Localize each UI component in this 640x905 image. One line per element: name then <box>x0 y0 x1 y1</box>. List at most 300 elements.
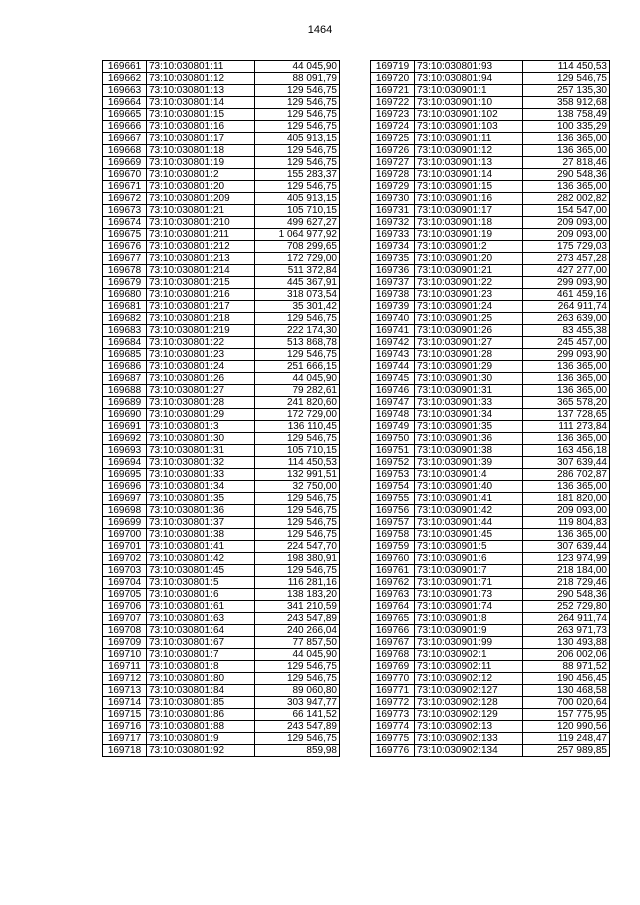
table-row <box>103 97 340 109</box>
cadastral-number-cell: 73:10:030801:5 <box>147 577 255 589</box>
cadastral-number-cell: 73:10:030901:13 <box>415 157 523 169</box>
value-cell: 299 093,90 <box>523 277 610 289</box>
row-id-cell: 169663 <box>103 85 147 97</box>
table-row <box>371 529 610 541</box>
table-row <box>371 337 610 349</box>
row-id-cell: 169741 <box>371 325 415 337</box>
row-id-cell: 169732 <box>371 217 415 229</box>
row-id-cell: 169725 <box>371 133 415 145</box>
value-cell: 129 546,75 <box>255 109 340 121</box>
value-cell: 44 045,90 <box>255 649 340 661</box>
table-row <box>371 613 610 625</box>
table-row <box>371 241 610 253</box>
value-cell: 157 775,95 <box>523 709 610 721</box>
table-row <box>103 697 340 709</box>
cadastral-number-cell: 73:10:030801:31 <box>147 445 255 457</box>
cadastral-number-cell: 73:10:030801:216 <box>147 289 255 301</box>
table-row <box>103 541 340 553</box>
table-row <box>103 421 340 433</box>
value-cell: 365 578,20 <box>523 397 610 409</box>
value-cell: 341 210,59 <box>255 601 340 613</box>
value-cell: 257 989,85 <box>523 745 610 757</box>
cadastral-number-cell: 73:10:030801:2 <box>147 169 255 181</box>
row-id-cell: 169669 <box>103 157 147 169</box>
row-id-cell: 169753 <box>371 469 415 481</box>
cadastral-number-cell: 73:10:030801:33 <box>147 469 255 481</box>
table-row <box>103 601 340 613</box>
row-id-cell: 169700 <box>103 529 147 541</box>
cadastral-number-cell: 73:10:030801:92 <box>147 745 255 757</box>
cadastral-number-cell: 73:10:030801:41 <box>147 541 255 553</box>
value-cell: 136 365,00 <box>523 481 610 493</box>
table-row <box>103 145 340 157</box>
row-id-cell: 169769 <box>371 661 415 673</box>
cadastral-number-cell: 73:10:030901:2 <box>415 241 523 253</box>
value-cell: 129 546,75 <box>255 85 340 97</box>
value-cell: 859,98 <box>255 745 340 757</box>
cadastral-number-cell: 73:10:030901:40 <box>415 481 523 493</box>
cadastral-number-cell: 73:10:030901:23 <box>415 289 523 301</box>
cadastral-number-cell: 73:10:030901:99 <box>415 637 523 649</box>
table-row <box>103 337 340 349</box>
row-id-cell: 169768 <box>371 649 415 661</box>
cadastral-number-cell: 73:10:030901:103 <box>415 121 523 133</box>
cadastral-number-cell: 73:10:030801:28 <box>147 397 255 409</box>
value-cell: 209 093,00 <box>523 217 610 229</box>
cadastral-number-cell: 73:10:030901:25 <box>415 313 523 325</box>
cadastral-number-cell: 73:10:030801:34 <box>147 481 255 493</box>
table-row <box>103 109 340 121</box>
row-id-cell: 169718 <box>103 745 147 757</box>
cadastral-number-cell: 73:10:030801:217 <box>147 301 255 313</box>
value-cell: 111 273,84 <box>523 421 610 433</box>
value-cell: 35 301,42 <box>255 301 340 313</box>
table-row <box>103 181 340 193</box>
cadastral-number-cell: 73:10:030801:42 <box>147 553 255 565</box>
value-cell: 129 546,75 <box>255 517 340 529</box>
table-row <box>371 649 610 661</box>
value-cell: 209 093,00 <box>523 505 610 517</box>
table-row <box>371 601 610 613</box>
table-row <box>371 73 610 85</box>
cadastral-number-cell: 73:10:030801:21 <box>147 205 255 217</box>
table-row <box>103 589 340 601</box>
row-id-cell: 169666 <box>103 121 147 133</box>
row-id-cell: 169706 <box>103 601 147 613</box>
table-row <box>371 469 610 481</box>
value-cell: 136 110,45 <box>255 421 340 433</box>
cadastral-number-cell: 73:10:030801:67 <box>147 637 255 649</box>
row-id-cell: 169750 <box>371 433 415 445</box>
table-row <box>103 205 340 217</box>
row-id-cell: 169766 <box>371 625 415 637</box>
table-row <box>371 661 610 673</box>
row-id-cell: 169773 <box>371 709 415 721</box>
row-id-cell: 169728 <box>371 169 415 181</box>
row-id-cell: 169672 <box>103 193 147 205</box>
table-row <box>371 709 610 721</box>
table-row <box>371 745 610 757</box>
table-row <box>103 385 340 397</box>
table-row <box>103 289 340 301</box>
value-cell: 190 456,45 <box>523 673 610 685</box>
table-row <box>103 193 340 205</box>
value-cell: 307 639,44 <box>523 457 610 469</box>
row-id-cell: 169696 <box>103 481 147 493</box>
cadastral-number-cell: 73:10:030801:9 <box>147 733 255 745</box>
table-row <box>371 445 610 457</box>
table-row <box>103 613 340 625</box>
row-id-cell: 169776 <box>371 745 415 757</box>
value-cell: 136 365,00 <box>523 373 610 385</box>
row-id-cell: 169688 <box>103 385 147 397</box>
row-id-cell: 169759 <box>371 541 415 553</box>
value-cell: 263 639,00 <box>523 313 610 325</box>
cadastral-number-cell: 73:10:030801:12 <box>147 73 255 85</box>
value-cell: 257 135,30 <box>523 85 610 97</box>
table-row <box>371 517 610 529</box>
row-id-cell: 169745 <box>371 373 415 385</box>
value-cell: 129 546,75 <box>255 157 340 169</box>
table-row <box>371 433 610 445</box>
table-row <box>371 493 610 505</box>
table-row <box>371 361 610 373</box>
value-cell: 445 367,91 <box>255 277 340 289</box>
row-id-cell: 169730 <box>371 193 415 205</box>
row-id-cell: 169743 <box>371 349 415 361</box>
row-id-cell: 169755 <box>371 493 415 505</box>
cadastral-number-cell: 73:10:030801:212 <box>147 241 255 253</box>
value-cell: 120 990,56 <box>523 721 610 733</box>
cadastral-number-cell: 73:10:030801:20 <box>147 181 255 193</box>
table-row <box>103 445 340 457</box>
row-id-cell: 169661 <box>103 61 147 73</box>
cadastral-number-cell: 73:10:030901:44 <box>415 517 523 529</box>
table-row <box>103 745 340 757</box>
row-id-cell: 169749 <box>371 421 415 433</box>
row-id-cell: 169667 <box>103 133 147 145</box>
row-id-cell: 169678 <box>103 265 147 277</box>
row-id-cell: 169715 <box>103 709 147 721</box>
cadastral-number-cell: 73:10:030901:30 <box>415 373 523 385</box>
table-row <box>103 469 340 481</box>
row-id-cell: 169673 <box>103 205 147 217</box>
table-row <box>371 289 610 301</box>
table-row <box>371 697 610 709</box>
cadastral-number-cell: 73:10:030901:6 <box>415 553 523 565</box>
value-cell: 206 002,06 <box>523 649 610 661</box>
value-cell: 513 868,78 <box>255 337 340 349</box>
table-row <box>371 217 610 229</box>
table-row <box>371 637 610 649</box>
table-row <box>371 109 610 121</box>
cadastral-number-cell: 73:10:030901:12 <box>415 145 523 157</box>
table-row <box>103 217 340 229</box>
table-row <box>103 649 340 661</box>
cadastral-number-cell: 73:10:030901:42 <box>415 505 523 517</box>
table-row <box>103 313 340 325</box>
cadastral-number-cell: 73:10:030902:13 <box>415 721 523 733</box>
value-cell: 240 266,04 <box>255 625 340 637</box>
cadastral-number-cell: 73:10:030801:7 <box>147 649 255 661</box>
table-row <box>371 169 610 181</box>
cadastral-number-cell: 73:10:030901:38 <box>415 445 523 457</box>
row-id-cell: 169775 <box>371 733 415 745</box>
table-row <box>371 481 610 493</box>
value-cell: 290 548,36 <box>523 169 610 181</box>
row-id-cell: 169670 <box>103 169 147 181</box>
row-id-cell: 169751 <box>371 445 415 457</box>
value-cell: 241 820,60 <box>255 397 340 409</box>
value-cell: 318 073,54 <box>255 289 340 301</box>
table-row <box>103 517 340 529</box>
row-id-cell: 169698 <box>103 505 147 517</box>
value-cell: 222 174,30 <box>255 325 340 337</box>
value-cell: 137 728,65 <box>523 409 610 421</box>
value-cell: 89 060,80 <box>255 685 340 697</box>
value-cell: 461 459,16 <box>523 289 610 301</box>
cadastral-number-cell: 73:10:030901:8 <box>415 613 523 625</box>
table-row <box>371 385 610 397</box>
table-row <box>103 673 340 685</box>
row-id-cell: 169764 <box>371 601 415 613</box>
value-cell: 130 468,58 <box>523 685 610 697</box>
value-cell: 243 547,89 <box>255 721 340 733</box>
cadastral-number-cell: 73:10:030801:11 <box>147 61 255 73</box>
table-row <box>103 433 340 445</box>
row-id-cell: 169770 <box>371 673 415 685</box>
table-row <box>103 61 340 73</box>
cadastral-number-cell: 73:10:030901:41 <box>415 493 523 505</box>
cadastral-number-cell: 73:10:030901:17 <box>415 205 523 217</box>
value-cell: 245 457,00 <box>523 337 610 349</box>
row-id-cell: 169758 <box>371 529 415 541</box>
value-cell: 290 548,36 <box>523 589 610 601</box>
value-cell: 136 365,00 <box>523 361 610 373</box>
cadastral-number-cell: 73:10:030901:28 <box>415 349 523 361</box>
registry-table-right <box>370 60 610 757</box>
row-id-cell: 169717 <box>103 733 147 745</box>
value-cell: 44 045,90 <box>255 373 340 385</box>
row-id-cell: 169712 <box>103 673 147 685</box>
cadastral-number-cell: 73:10:030801:30 <box>147 433 255 445</box>
cadastral-number-cell: 73:10:030801:63 <box>147 613 255 625</box>
cadastral-number-cell: 73:10:030801:214 <box>147 265 255 277</box>
cadastral-number-cell: 73:10:030801:211 <box>147 229 255 241</box>
table-row <box>103 565 340 577</box>
table-row <box>103 133 340 145</box>
row-id-cell: 169685 <box>103 349 147 361</box>
row-id-cell: 169736 <box>371 265 415 277</box>
row-id-cell: 169694 <box>103 457 147 469</box>
row-id-cell: 169746 <box>371 385 415 397</box>
row-id-cell: 169713 <box>103 685 147 697</box>
row-id-cell: 169675 <box>103 229 147 241</box>
value-cell: 499 627,27 <box>255 217 340 229</box>
cadastral-number-cell: 73:10:030901:9 <box>415 625 523 637</box>
registry-table-left <box>102 60 340 757</box>
table-row <box>371 349 610 361</box>
cadastral-number-cell: 73:10:030901:29 <box>415 361 523 373</box>
cadastral-number-cell: 73:10:030901:71 <box>415 577 523 589</box>
table-row <box>103 457 340 469</box>
row-id-cell: 169735 <box>371 253 415 265</box>
value-cell: 307 639,44 <box>523 541 610 553</box>
table-row <box>103 373 340 385</box>
value-cell: 209 093,00 <box>523 229 610 241</box>
row-id-cell: 169716 <box>103 721 147 733</box>
cadastral-number-cell: 73:10:030801:6 <box>147 589 255 601</box>
cadastral-number-cell: 73:10:030901:19 <box>415 229 523 241</box>
row-id-cell: 169662 <box>103 73 147 85</box>
value-cell: 129 546,75 <box>255 121 340 133</box>
cadastral-number-cell: 73:10:030801:23 <box>147 349 255 361</box>
value-cell: 136 365,00 <box>523 385 610 397</box>
table-row <box>371 277 610 289</box>
cadastral-number-cell: 73:10:030801:35 <box>147 493 255 505</box>
cadastral-number-cell: 73:10:030902:134 <box>415 745 523 757</box>
cadastral-number-cell: 73:10:030901:31 <box>415 385 523 397</box>
table-row <box>371 133 610 145</box>
table-row <box>371 505 610 517</box>
value-cell: 88 091,79 <box>255 73 340 85</box>
table-row <box>371 577 610 589</box>
table-row <box>371 457 610 469</box>
row-id-cell: 169771 <box>371 685 415 697</box>
value-cell: 138 183,20 <box>255 589 340 601</box>
table-row <box>371 541 610 553</box>
cadastral-number-cell: 73:10:030901:10 <box>415 97 523 109</box>
cadastral-number-cell: 73:10:030801:45 <box>147 565 255 577</box>
value-cell: 129 546,75 <box>255 349 340 361</box>
value-cell: 263 971,73 <box>523 625 610 637</box>
row-id-cell: 169664 <box>103 97 147 109</box>
cadastral-number-cell: 73:10:030801:15 <box>147 109 255 121</box>
row-id-cell: 169687 <box>103 373 147 385</box>
row-id-cell: 169742 <box>371 337 415 349</box>
cadastral-number-cell: 73:10:030901:4 <box>415 469 523 481</box>
value-cell: 172 729,00 <box>255 253 340 265</box>
value-cell: 136 365,00 <box>523 145 610 157</box>
row-id-cell: 169722 <box>371 97 415 109</box>
value-cell: 198 380,91 <box>255 553 340 565</box>
value-cell: 129 546,75 <box>255 181 340 193</box>
row-id-cell: 169683 <box>103 325 147 337</box>
cadastral-number-cell: 73:10:030801:84 <box>147 685 255 697</box>
row-id-cell: 169680 <box>103 289 147 301</box>
table-row <box>103 637 340 649</box>
value-cell: 181 820,00 <box>523 493 610 505</box>
cadastral-number-cell: 73:10:030801:22 <box>147 337 255 349</box>
cadastral-number-cell: 73:10:030901:20 <box>415 253 523 265</box>
row-id-cell: 169738 <box>371 289 415 301</box>
row-id-cell: 169719 <box>371 61 415 73</box>
value-cell: 427 277,00 <box>523 265 610 277</box>
cadastral-number-cell: 73:10:030801:29 <box>147 409 255 421</box>
table-row <box>103 361 340 373</box>
table-row <box>371 565 610 577</box>
cadastral-number-cell: 73:10:030902:133 <box>415 733 523 745</box>
cadastral-number-cell: 73:10:030901:15 <box>415 181 523 193</box>
value-cell: 273 457,28 <box>523 253 610 265</box>
value-cell: 130 493,88 <box>523 637 610 649</box>
table-row <box>103 709 340 721</box>
cadastral-number-cell: 73:10:030801:61 <box>147 601 255 613</box>
cadastral-number-cell: 73:10:030801:213 <box>147 253 255 265</box>
cadastral-number-cell: 73:10:030801:86 <box>147 709 255 721</box>
cadastral-number-cell: 73:10:030901:7 <box>415 565 523 577</box>
table-row <box>371 553 610 565</box>
value-cell: 129 546,75 <box>255 661 340 673</box>
table-row <box>371 229 610 241</box>
table-row <box>371 421 610 433</box>
value-cell: 218 184,00 <box>523 565 610 577</box>
cadastral-number-cell: 73:10:030902:1 <box>415 649 523 661</box>
cadastral-number-cell: 73:10:030902:127 <box>415 685 523 697</box>
cadastral-number-cell: 73:10:030801:94 <box>415 73 523 85</box>
row-id-cell: 169677 <box>103 253 147 265</box>
row-id-cell: 169724 <box>371 121 415 133</box>
row-id-cell: 169711 <box>103 661 147 673</box>
cadastral-number-cell: 73:10:030901:14 <box>415 169 523 181</box>
value-cell: 224 547,70 <box>255 541 340 553</box>
table-row <box>371 121 610 133</box>
value-cell: 129 546,75 <box>255 145 340 157</box>
row-id-cell: 169727 <box>371 157 415 169</box>
cadastral-number-cell: 73:10:030901:21 <box>415 265 523 277</box>
value-cell: 129 546,75 <box>255 529 340 541</box>
value-cell: 83 455,38 <box>523 325 610 337</box>
value-cell: 129 546,75 <box>255 493 340 505</box>
cadastral-number-cell: 73:10:030801:64 <box>147 625 255 637</box>
table-row <box>103 397 340 409</box>
cadastral-number-cell: 73:10:030801:18 <box>147 145 255 157</box>
row-id-cell: 169763 <box>371 589 415 601</box>
row-id-cell: 169681 <box>103 301 147 313</box>
row-id-cell: 169676 <box>103 241 147 253</box>
table-row <box>371 373 610 385</box>
value-cell: 105 710,15 <box>255 205 340 217</box>
value-cell: 511 372,84 <box>255 265 340 277</box>
value-cell: 303 947,77 <box>255 697 340 709</box>
table-row <box>371 145 610 157</box>
value-cell: 136 365,00 <box>523 433 610 445</box>
value-cell: 132 991,51 <box>255 469 340 481</box>
row-id-cell: 169671 <box>103 181 147 193</box>
table-row <box>371 313 610 325</box>
row-id-cell: 169767 <box>371 637 415 649</box>
row-id-cell: 169691 <box>103 421 147 433</box>
table-row <box>371 193 610 205</box>
table-row <box>103 169 340 181</box>
value-cell: 88 971,52 <box>523 661 610 673</box>
table-row <box>371 721 610 733</box>
cadastral-number-cell: 73:10:030901:11 <box>415 133 523 145</box>
value-cell: 405 913,15 <box>255 193 340 205</box>
cadastral-number-cell: 73:10:030801:36 <box>147 505 255 517</box>
row-id-cell: 169721 <box>371 85 415 97</box>
value-cell: 218 729,46 <box>523 577 610 589</box>
value-cell: 123 974,99 <box>523 553 610 565</box>
row-id-cell: 169739 <box>371 301 415 313</box>
table-row <box>103 157 340 169</box>
value-cell: 100 335,29 <box>523 121 610 133</box>
row-id-cell: 169704 <box>103 577 147 589</box>
value-cell: 129 546,75 <box>255 433 340 445</box>
cadastral-number-cell: 73:10:030902:11 <box>415 661 523 673</box>
table-row <box>103 85 340 97</box>
table-row <box>103 277 340 289</box>
